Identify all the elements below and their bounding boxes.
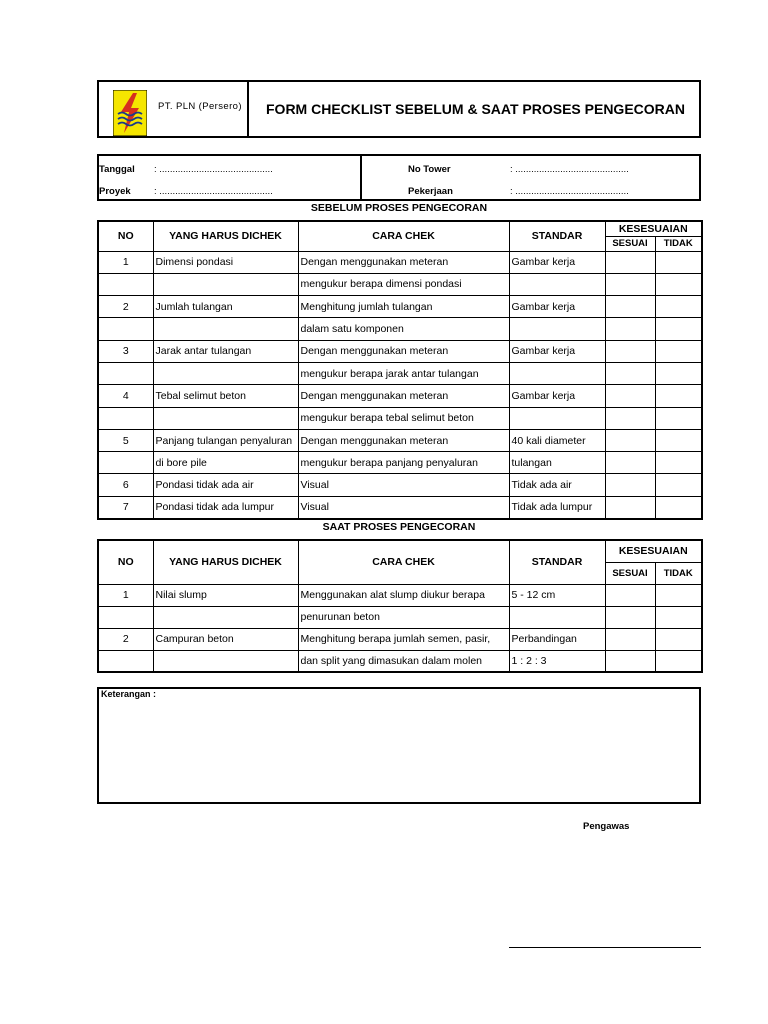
row-method: mengukur berapa jarak antar tulangan (298, 362, 509, 384)
row-sesuai-cell[interactable] (605, 340, 655, 362)
row-sesuai-cell[interactable] (605, 318, 655, 340)
row-number: 2 (98, 628, 153, 650)
row-standard (509, 362, 605, 384)
row-standard: Tidak ada air (509, 474, 605, 496)
pekerjaan-label: Pekerjaan (408, 186, 453, 197)
table-row (98, 385, 702, 407)
row-number: 7 (98, 496, 153, 518)
header-conformity: KESESUAIAN (605, 540, 702, 562)
header-tidak: TIDAK (655, 562, 702, 584)
row-method: Menggunakan alat slump diukur berapa (298, 584, 509, 606)
row-tidak-cell[interactable] (655, 452, 702, 474)
row-number: 6 (98, 474, 153, 496)
row-item: Tebal selimut beton (153, 385, 298, 407)
row-sesuai-cell[interactable] (605, 584, 655, 606)
row-method: dan split yang dimasukan dalam molen (298, 650, 509, 672)
row-number: 1 (98, 251, 153, 273)
row-number (98, 650, 153, 672)
table-row (98, 362, 702, 384)
table-row (98, 474, 702, 496)
row-standard: Perbandingan (509, 628, 605, 650)
row-item: Jumlah tulangan (153, 296, 298, 318)
table-row (98, 296, 702, 318)
proyek-field[interactable]: : ........................................... (154, 186, 273, 197)
row-standard: 1 : 2 : 3 (509, 650, 605, 672)
header-divider (247, 80, 249, 138)
row-item: Pondasi tidak ada lumpur (153, 496, 298, 518)
row-number (98, 452, 153, 474)
row-number (98, 606, 153, 628)
row-tidak-cell[interactable] (655, 628, 702, 650)
header-item: YANG HARUS DICHEK (153, 221, 298, 251)
header-standard: STANDAR (509, 221, 605, 251)
table-row (98, 496, 702, 518)
row-item (153, 362, 298, 384)
row-tidak-cell[interactable] (655, 496, 702, 518)
row-item (153, 318, 298, 340)
row-sesuai-cell[interactable] (605, 296, 655, 318)
header-method: CARA CHEK (298, 221, 509, 251)
row-item (153, 650, 298, 672)
row-sesuai-cell[interactable] (605, 362, 655, 384)
row-item: Dimensi pondasi (153, 251, 298, 273)
notes-label: Keterangan : (101, 689, 157, 699)
row-number (98, 318, 153, 340)
row-item (153, 273, 298, 295)
row-item: Jarak antar tulangan (153, 340, 298, 362)
header-no: NO (98, 221, 153, 251)
row-sesuai-cell[interactable] (605, 474, 655, 496)
row-method: Dengan menggunakan meteran (298, 340, 509, 362)
row-standard: 5 - 12 cm (509, 584, 605, 606)
supervisor-label: Pengawas (583, 821, 630, 832)
row-method: Dengan menggunakan meteran (298, 429, 509, 451)
row-tidak-cell[interactable] (655, 251, 702, 273)
header-tidak: TIDAK (655, 236, 702, 251)
row-method: Dengan menggunakan meteran (298, 385, 509, 407)
section-title-during: SAAT PROSES PENGECORAN (322, 521, 476, 533)
row-item: Campuran beton (153, 628, 298, 650)
row-tidak-cell[interactable] (655, 606, 702, 628)
table-row (98, 606, 702, 628)
row-item: Pondasi tidak ada air (153, 474, 298, 496)
checklist-table-before (97, 220, 703, 520)
table-row (98, 407, 702, 429)
checklist-table-during (97, 539, 703, 673)
row-standard: Gambar kerja (509, 385, 605, 407)
row-method: dalam satu komponen (298, 318, 509, 340)
row-standard: tulangan (509, 452, 605, 474)
row-tidak-cell[interactable] (655, 429, 702, 451)
row-number (98, 362, 153, 384)
table-row (98, 650, 702, 672)
signature-line[interactable] (509, 947, 701, 948)
table-row (98, 340, 702, 362)
row-tidak-cell[interactable] (655, 584, 702, 606)
row-tidak-cell[interactable] (655, 474, 702, 496)
row-method: Visual (298, 474, 509, 496)
section-title-before: SEBELUM PROSES PENGECORAN (310, 202, 488, 214)
row-number: 1 (98, 584, 153, 606)
row-method: mengukur berapa tebal selimut beton (298, 407, 509, 429)
notes-box[interactable] (97, 687, 701, 804)
row-method: Visual (298, 496, 509, 518)
row-standard: Gambar kerja (509, 251, 605, 273)
row-tidak-cell[interactable] (655, 385, 702, 407)
row-tidak-cell[interactable] (655, 318, 702, 340)
row-standard: 40 kali diameter (509, 429, 605, 451)
header-standard: STANDAR (509, 540, 605, 584)
row-sesuai-cell[interactable] (605, 606, 655, 628)
table-row (98, 273, 702, 295)
row-number: 4 (98, 385, 153, 407)
tanggal-field[interactable]: : ........................................... (154, 164, 273, 175)
table-row (98, 429, 702, 451)
row-number (98, 407, 153, 429)
row-item: Nilai slump (153, 584, 298, 606)
row-sesuai-cell[interactable] (605, 385, 655, 407)
row-standard (509, 606, 605, 628)
row-tidak-cell[interactable] (655, 407, 702, 429)
pln-logo (113, 90, 147, 136)
row-method: mengukur berapa dimensi pondasi (298, 273, 509, 295)
tower-label: No Tower (408, 164, 451, 175)
row-tidak-cell[interactable] (655, 362, 702, 384)
form-title: FORM CHECKLIST SEBELUM & SAAT PROSES PENGECORAN (266, 101, 685, 117)
row-tidak-cell[interactable] (655, 273, 702, 295)
row-number: 3 (98, 340, 153, 362)
table-row (98, 628, 702, 650)
row-sesuai-cell[interactable] (605, 407, 655, 429)
tower-field[interactable]: : ........................................... (510, 164, 629, 175)
row-tidak-cell[interactable] (655, 296, 702, 318)
row-standard (509, 407, 605, 429)
row-item: di bore pile (153, 452, 298, 474)
row-sesuai-cell[interactable] (605, 251, 655, 273)
header-method: CARA CHEK (298, 540, 509, 584)
company-name: PT. PLN (Persero) (158, 101, 242, 112)
table-row (98, 318, 702, 340)
table-row (98, 452, 702, 474)
proyek-label: Proyek (99, 186, 131, 197)
pekerjaan-field[interactable]: : ........................................... (510, 186, 629, 197)
row-tidak-cell[interactable] (655, 340, 702, 362)
row-method: penurunan beton (298, 606, 509, 628)
header-sesuai: SESUAI (605, 562, 655, 584)
table-row (98, 584, 702, 606)
row-method: Dengan menggunakan meteran (298, 251, 509, 273)
row-sesuai-cell[interactable] (605, 628, 655, 650)
row-standard: Gambar kerja (509, 296, 605, 318)
row-standard: Tidak ada lumpur (509, 496, 605, 518)
row-sesuai-cell[interactable] (605, 650, 655, 672)
row-item (153, 407, 298, 429)
header-sesuai: SESUAI (605, 236, 655, 251)
tanggal-label: Tanggal (99, 164, 135, 175)
info-divider (360, 154, 362, 201)
row-method: Menghitung berapa jumlah semen, pasir, (298, 628, 509, 650)
row-item (153, 606, 298, 628)
row-standard (509, 273, 605, 295)
row-tidak-cell[interactable] (655, 650, 702, 672)
row-number: 2 (98, 296, 153, 318)
row-number (98, 273, 153, 295)
row-sesuai-cell[interactable] (605, 496, 655, 518)
header-item: YANG HARUS DICHEK (153, 540, 298, 584)
row-method: Menghitung jumlah tulangan (298, 296, 509, 318)
header-no: NO (98, 540, 153, 584)
row-item: Panjang tulangan penyaluran (153, 429, 298, 451)
row-sesuai-cell[interactable] (605, 429, 655, 451)
header-conformity: KESESUAIAN (605, 221, 702, 236)
table-row (98, 251, 702, 273)
row-standard: Gambar kerja (509, 340, 605, 362)
row-standard (509, 318, 605, 340)
row-number: 5 (98, 429, 153, 451)
row-sesuai-cell[interactable] (605, 452, 655, 474)
row-method: mengukur berapa panjang penyaluran (298, 452, 509, 474)
row-sesuai-cell[interactable] (605, 273, 655, 295)
